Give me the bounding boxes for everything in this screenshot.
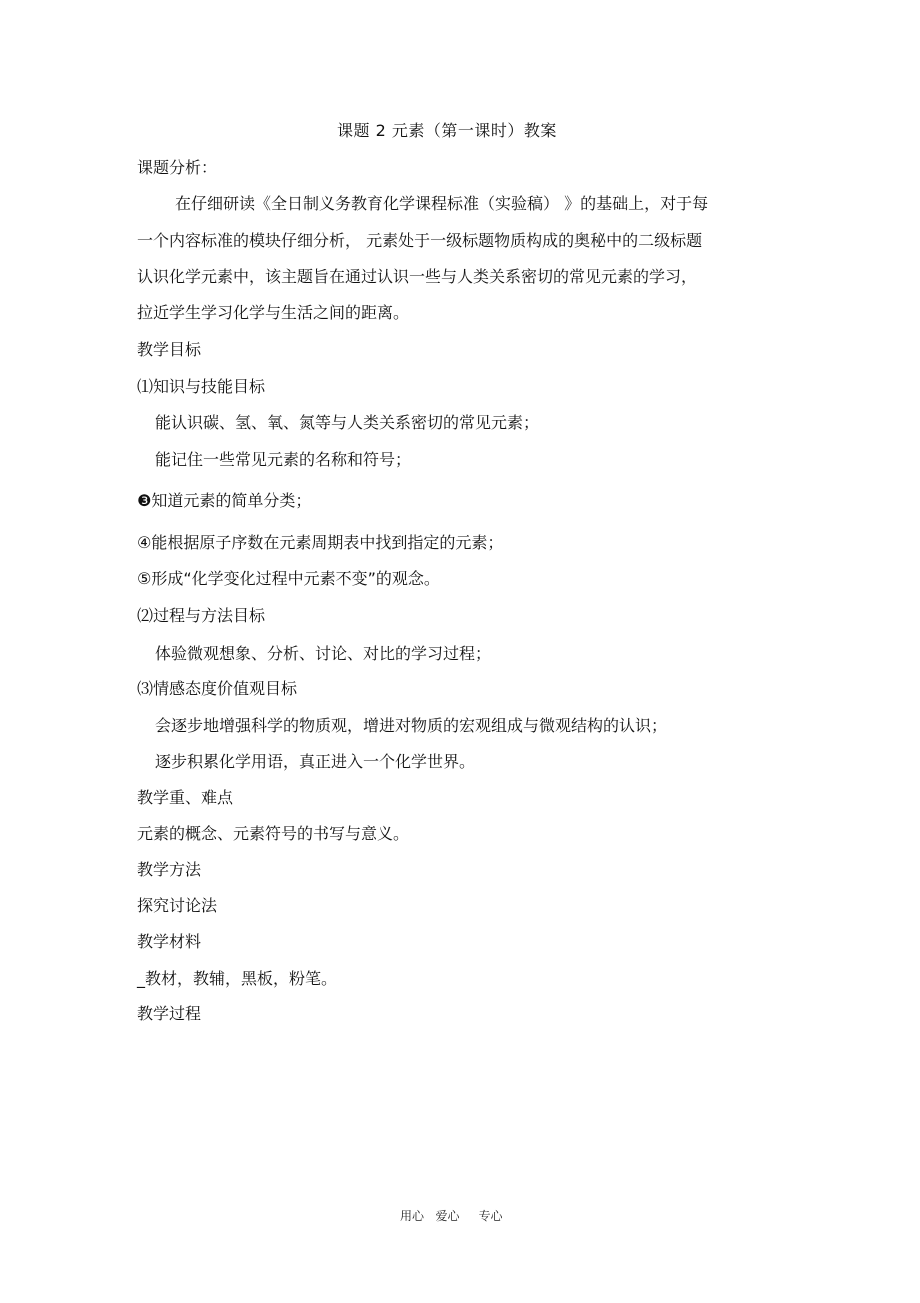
heading-objectives: 教学目标 bbox=[137, 340, 202, 359]
objective-item: 逐步积累化学用语，真正进入一个化学世界。 bbox=[155, 752, 476, 771]
document-title: 课题 2 元素（第一课时）教案 bbox=[337, 121, 557, 140]
paragraph-line: 在仔细研读《全日制义务教育化学课程标准（实验稿） 》的基础上，对于每 bbox=[175, 194, 709, 213]
heading-analysis: 课题分析： bbox=[137, 158, 218, 177]
objective-item: 会逐步地增强科学的物质观，增进对物质的宏观组成与微观结构的认识； bbox=[155, 716, 668, 735]
objective-item: 能记住一些常见元素的名称和符号； bbox=[155, 450, 412, 469]
objective-item: ❸知道元素的简单分类； bbox=[137, 491, 312, 510]
subheading-knowledge: ⑴知识与技能目标 bbox=[137, 377, 266, 396]
page-footer: 用心 爱心 专心 bbox=[400, 1209, 503, 1223]
objective-item: 体验微观想象、分析、讨论、对比的学习过程； bbox=[155, 644, 492, 663]
subheading-attitude: ⑶情感态度价值观目标 bbox=[137, 679, 298, 698]
objective-item: ④能根据原子序数在元素周期表中找到指定的元素； bbox=[137, 533, 504, 552]
subheading-process: ⑵过程与方法目标 bbox=[137, 606, 266, 625]
paragraph-line: 一个内容标准的模块仔细分析， 元素处于一级标题物质构成的奥秘中的二级标题 bbox=[137, 231, 703, 250]
methods-text: 探究讨论法 bbox=[137, 896, 218, 915]
materials-text: _教材，教辅，黑板，粉笔。 bbox=[137, 969, 338, 988]
heading-materials: 教学材料 bbox=[137, 932, 202, 951]
key-points-text: 元素的概念、元素符号的书写与意义。 bbox=[137, 824, 410, 843]
heading-process: 教学过程 bbox=[137, 1004, 202, 1023]
paragraph-line: 拉近学生学习化学与生活之间的距离。 bbox=[137, 303, 410, 322]
paragraph-line: 认识化学元素中，该主题旨在通过认识一些与人类关系密切的常见元素的学习， bbox=[137, 267, 698, 286]
heading-methods: 教学方法 bbox=[137, 860, 202, 879]
objective-item: ⑤形成“化学变化过程中元素不变”的观念。 bbox=[137, 569, 440, 588]
objective-item: 能认识碳、氢、氧、氮等与人类关系密切的常见元素； bbox=[155, 413, 540, 432]
heading-key-points: 教学重、难点 bbox=[137, 788, 234, 807]
